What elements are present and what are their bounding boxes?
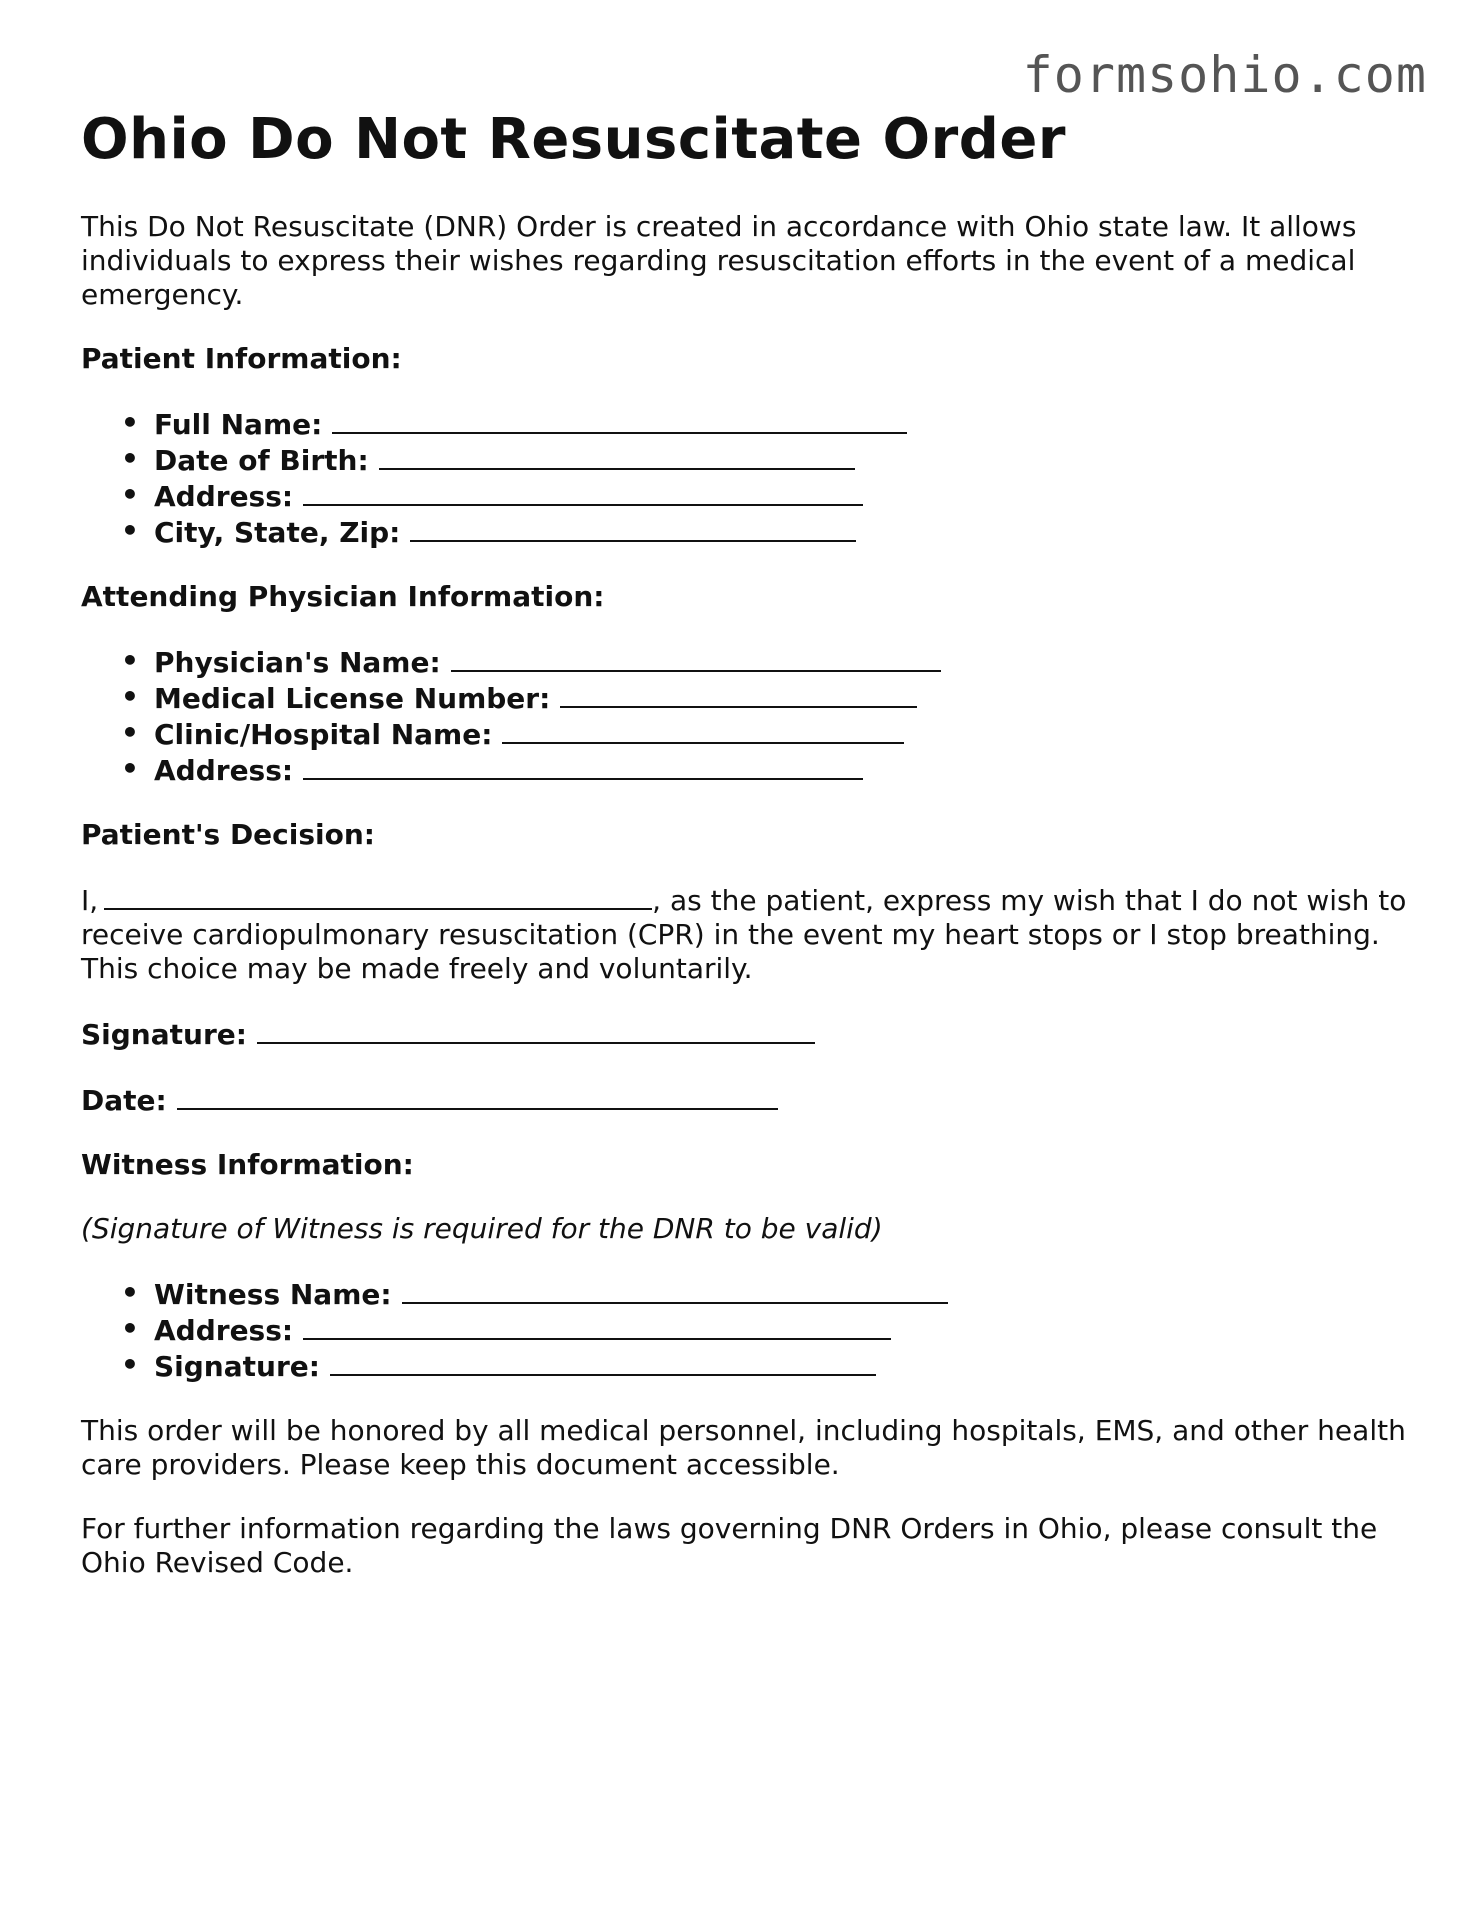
- blank-line[interactable]: [332, 406, 907, 434]
- field-label: Witness Name:: [154, 1278, 392, 1311]
- date-field: [81, 1082, 1411, 1118]
- field-label: Full Name:: [154, 408, 323, 441]
- bullet-icon: •: [121, 680, 139, 713]
- date-label: Date:: [81, 1084, 167, 1117]
- blank-line[interactable]: [451, 644, 941, 672]
- field-clinic-hospital-name: [81, 716, 1411, 752]
- date-blank[interactable]: [177, 1082, 778, 1110]
- physician-info-list: [81, 644, 1411, 788]
- blank-line[interactable]: [303, 478, 863, 506]
- witness-info-list: [81, 1276, 1411, 1384]
- blank-line[interactable]: [560, 680, 917, 708]
- blank-line[interactable]: [410, 514, 856, 542]
- witness-info-heading: Witness Information:: [81, 1148, 414, 1181]
- field-label: Signature:: [154, 1350, 320, 1383]
- field-label: Date of Birth:: [154, 444, 369, 477]
- blank-line[interactable]: [402, 1276, 948, 1304]
- bullet-icon: •: [121, 1312, 139, 1345]
- field-date-of-birth: [81, 442, 1411, 478]
- blank-line[interactable]: [330, 1348, 876, 1376]
- bullet-icon: •: [121, 442, 139, 475]
- field-label: Address:: [154, 1314, 294, 1347]
- field-label: Address:: [154, 480, 294, 513]
- field-medical-license-number: [81, 680, 1411, 716]
- field-label: City, State, Zip:: [154, 516, 401, 549]
- signature-blank[interactable]: [257, 1016, 815, 1044]
- field-witness-name: [81, 1276, 1411, 1312]
- document-body: [81, 100, 1411, 1580]
- field-physician-address: [81, 752, 1411, 788]
- field-address: [81, 478, 1411, 514]
- field-full-name: [81, 406, 1411, 442]
- field-label: Physician's Name:: [154, 646, 441, 679]
- bullet-icon: •: [121, 406, 139, 439]
- decision-text: , as the patient, express my wish that I do not wish to receive cardiopulmonary resuscitation (CPR) in the event my heart stops or I stop breathing. This choice may be made freely and voluntarily.: [81, 884, 1407, 985]
- blank-line[interactable]: [303, 752, 863, 780]
- blank-line[interactable]: [303, 1312, 891, 1340]
- blank-line[interactable]: [379, 442, 855, 470]
- decision-heading: Patient's Decision:: [81, 818, 375, 851]
- patient-info-heading: Patient Information:: [81, 342, 402, 375]
- field-physician-name: [81, 644, 1411, 680]
- field-witness-address: [81, 1312, 1411, 1348]
- bullet-icon: •: [121, 716, 139, 749]
- further-info-paragraph: For further information regarding the laws governing DNR Orders in Ohio, please consult the Ohio Revised Code.: [81, 1512, 1378, 1579]
- physician-info-heading: Attending Physician Information:: [81, 580, 605, 613]
- decision-paragraph: [81, 882, 1411, 986]
- bullet-icon: •: [121, 752, 139, 785]
- bullet-icon: •: [121, 1348, 139, 1381]
- blank-line[interactable]: [502, 716, 904, 744]
- signature-label: Signature:: [81, 1018, 247, 1051]
- patient-name-blank[interactable]: [104, 882, 652, 910]
- bullet-icon: •: [121, 478, 139, 511]
- witness-note: (Signature of Witness is required for the DNR to be valid): [81, 1212, 883, 1245]
- field-witness-signature: [81, 1348, 1411, 1384]
- field-label: Clinic/Hospital Name:: [154, 718, 493, 751]
- patient-info-list: [81, 406, 1411, 550]
- document-title: Ohio Do Not Resuscitate Order: [81, 107, 1066, 172]
- signature-field: [81, 1016, 1411, 1052]
- field-label: Address:: [154, 754, 294, 787]
- intro-paragraph: This Do Not Resuscitate (DNR) Order is created in accordance with Ohio state law. It allows individuals to express their wishes regarding resuscitation efforts in the event of a medical emergency.: [81, 210, 1357, 311]
- decision-prefix: I,: [81, 884, 99, 917]
- field-city-state-zip: [81, 514, 1411, 550]
- bullet-icon: •: [121, 644, 139, 677]
- watermark: formsohio.com: [1022, 46, 1427, 104]
- field-label: Medical License Number:: [154, 682, 551, 715]
- bullet-icon: •: [121, 1276, 139, 1309]
- honor-paragraph: This order will be honored by all medical personnel, including hospitals, EMS, and other health care providers. Please keep this document accessible.: [81, 1414, 1406, 1481]
- bullet-icon: •: [121, 514, 139, 547]
